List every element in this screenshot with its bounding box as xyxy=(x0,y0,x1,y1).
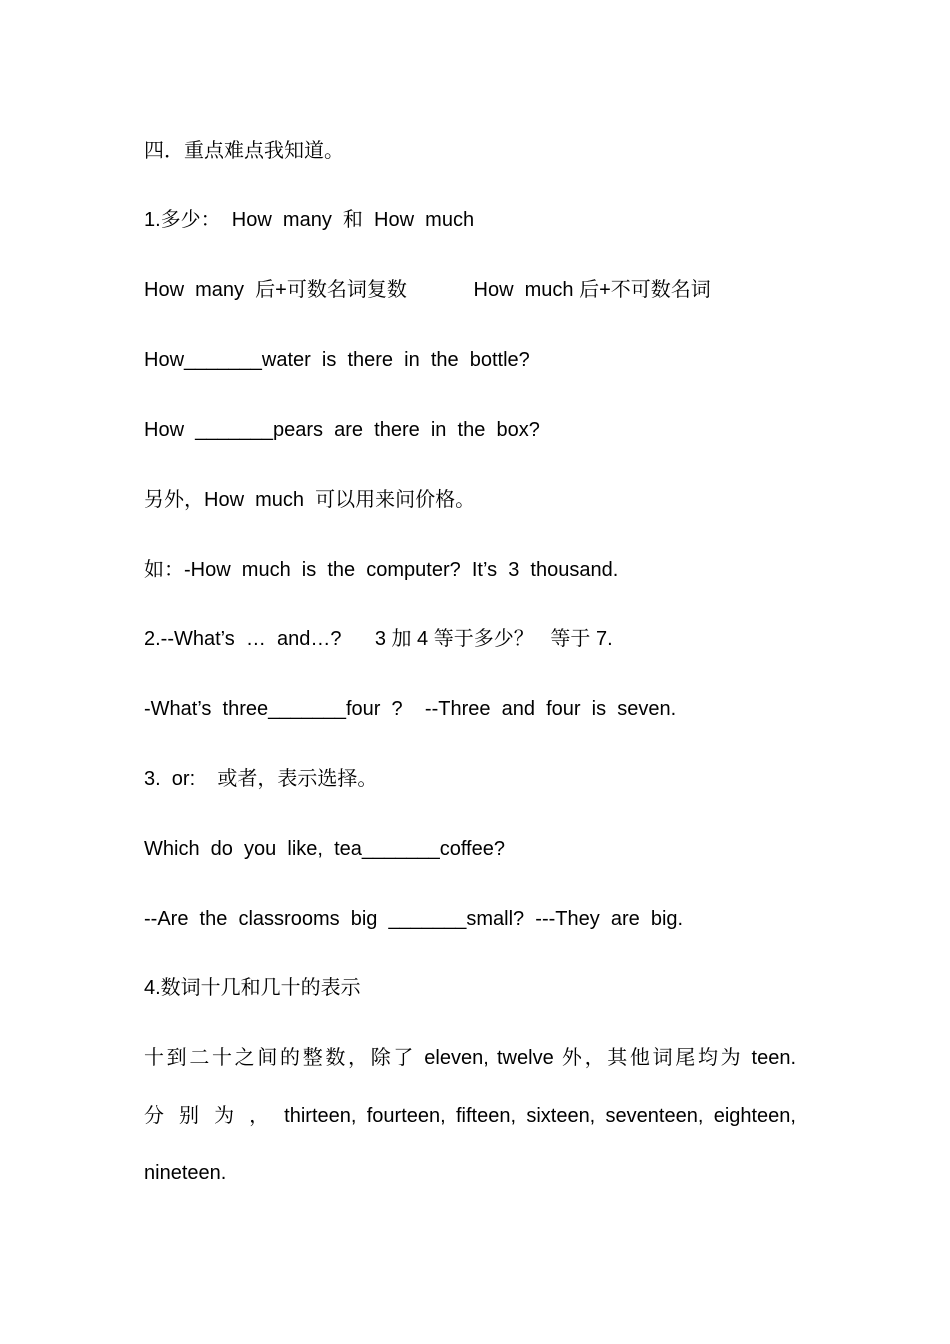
teen-rule-line-1: 十到二十之间的整数，除了 eleven, twelve 外，其他词尾均为 teen. xyxy=(144,1047,796,1069)
point-1-rule: How many 后+可数名词复数 How much 后+不可数名词 xyxy=(144,279,711,301)
point-1-title: 1.多少： How many 和 How much xyxy=(144,209,475,231)
exercise-three-four: -What’s three_______four ? --Three and four is seven. xyxy=(144,698,677,720)
exercise-classrooms: --Are the classrooms big _______small? ---They are big. xyxy=(144,908,684,930)
price-note: 另外，How much 可以用来问价格。 xyxy=(144,489,476,511)
section-heading: 四．重点难点我知道。 xyxy=(144,140,344,162)
exercise-pears: How _______pears are there in the box? xyxy=(144,419,540,441)
point-4-title: 4.数词十几和几十的表示 xyxy=(144,977,361,999)
point-3-title: 3. or: 或者，表示选择。 xyxy=(144,768,378,790)
teen-rule-line-2: 分 别 为 ， thirteen, fourteen, fifteen, sixteen, seventeen, eighteen, xyxy=(144,1105,796,1127)
point-2-title: 2.--What’s … and…? 3 加 4 等于多少？ 等于 7. xyxy=(144,628,613,650)
teen-rule-line-3: nineteen. xyxy=(144,1162,227,1184)
price-example: 如：-How much is the computer? It’s 3 thousand. xyxy=(144,559,619,581)
exercise-tea-coffee: Which do you like, tea_______coffee? xyxy=(144,838,505,860)
exercise-water: How_______water is there in the bottle? xyxy=(144,349,530,371)
